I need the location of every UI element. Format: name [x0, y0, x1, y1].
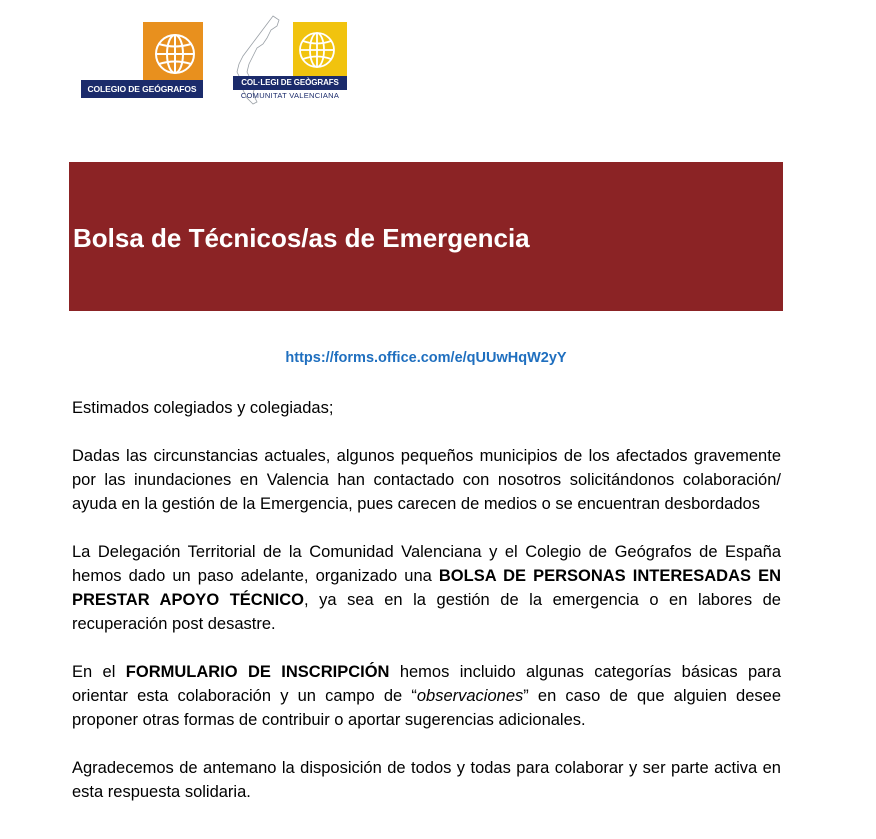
- paragraph-text: ” en caso de que alguien desee proponer otras formas de contribuir o aportar sugerencias adicionales.: [72, 687, 781, 729]
- paragraph-form: [72, 660, 781, 732]
- paragraph-text: , ya sea en la gestión de la emergencia o en labores de recuperación post desastre.: [72, 591, 781, 633]
- globe-icon: [293, 22, 347, 76]
- colegio-logo-label: COLEGIO DE GEÓGRAFOS: [81, 80, 203, 98]
- emphasis-bolsa: BOLSA DE PERSONAS INTERESADAS EN PRESTAR APOYO TÉCNICO: [72, 567, 781, 609]
- collegi-logo-sublabel: COMUNITAT VALENCIANA: [240, 91, 340, 100]
- paragraph-text: La Delegación Territorial de la Comunidad Valenciana y el Colegio de Geógrafos de España hemos dado un paso adelante, organizado una: [72, 543, 781, 585]
- collegi-logo-label: COL·LEGI DE GEÒGRAFS: [233, 76, 347, 90]
- emphasis-observaciones: observaciones: [416, 687, 524, 705]
- greeting: Estimados colegiados y colegiadas;: [72, 399, 334, 417]
- collegi-geografs-logo: [233, 14, 347, 106]
- colegio-geografos-logo: [81, 22, 203, 98]
- paragraph-text: En el: [72, 663, 126, 681]
- globe-emblem: [143, 22, 203, 82]
- paragraph-thanks: Agradecemos de antemano la disposición de todos y todas para colaborar y ser parte activa en esta respuesta solidaria.: [72, 759, 781, 801]
- emphasis-formulario: FORMULARIO DE INSCRIPCIÓN: [125, 663, 390, 681]
- paragraph-text: hemos incluido algunas categorías básicas para orientar esta colaboración y un campo de “: [72, 663, 781, 705]
- paragraph-delegation: [72, 540, 781, 636]
- page-title: Bolsa de Técnicos/as de Emergencia: [73, 223, 530, 253]
- globe-icon: [143, 22, 203, 82]
- form-link[interactable]: https://forms.office.com/e/qUUwHqW2yY: [285, 350, 567, 366]
- paragraph-circumstances: Dadas las circunstancias actuales, algunos pequeños municipios de los afectados gravemente por las inundaciones en Valencia han contactado con nosotros solicitándonos colaboración/ ayuda en la gestión de la Emergencia, pues carecen de medios o se encuentran desbordados: [72, 447, 781, 513]
- title-banner: [69, 162, 783, 311]
- letter-body: [72, 396, 781, 828]
- globe-emblem: [293, 22, 347, 76]
